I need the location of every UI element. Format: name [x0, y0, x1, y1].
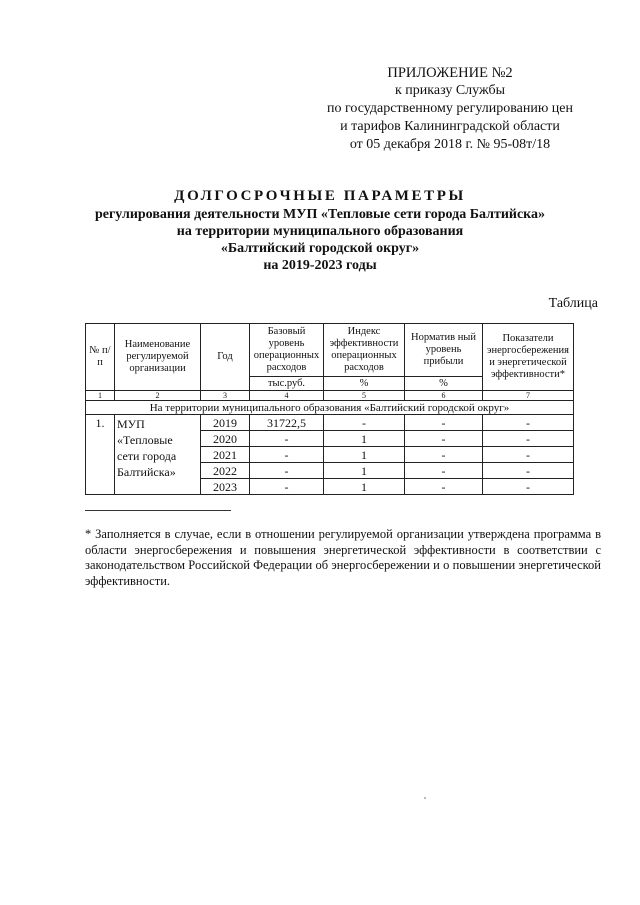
- cell-profit: -: [405, 431, 483, 447]
- cell-energy: -: [483, 431, 574, 447]
- row-number: 1.: [86, 415, 115, 495]
- cell-profit: -: [405, 447, 483, 463]
- column-number: 3: [201, 391, 250, 401]
- column-number: 5: [324, 391, 405, 401]
- footnote-divider: [85, 510, 231, 511]
- cell-base: -: [250, 447, 324, 463]
- cell-index: -: [324, 415, 405, 431]
- cell-year: 2022: [201, 463, 250, 479]
- cell-energy: -: [483, 463, 574, 479]
- unit-index: %: [324, 377, 405, 391]
- cell-energy: -: [483, 479, 574, 495]
- column-number: 2: [115, 391, 201, 401]
- cell-year: 2021: [201, 447, 250, 463]
- heading-title: ДОЛГОСРОЧНЫЕ ПАРАМЕТРЫ: [174, 188, 466, 204]
- appendix-line: от 05 декабря 2018 г. № 95-08т/18: [349, 137, 551, 152]
- appendix-line: к приказу Службы: [395, 83, 505, 98]
- cell-profit: -: [405, 463, 483, 479]
- column-number: 1: [86, 391, 115, 401]
- table-row: [86, 415, 574, 431]
- cell-year: 2019: [201, 415, 250, 431]
- column-number: 6: [405, 391, 483, 401]
- column-number: 7: [483, 391, 574, 401]
- header-num: № п/п: [86, 324, 115, 391]
- heading-line: на 2019-2023 годы: [263, 258, 377, 273]
- cell-base: 31722,5: [250, 415, 324, 431]
- unit-profit: %: [405, 377, 483, 391]
- cell-base: -: [250, 463, 324, 479]
- cell-year: 2020: [201, 431, 250, 447]
- cell-energy: -: [483, 447, 574, 463]
- scan-speck: [424, 797, 426, 799]
- appendix-line: по государственному регулированию цен: [327, 101, 573, 116]
- organization-name: МУП «Тепловые сети города Балтийска»: [115, 415, 201, 495]
- cell-energy: -: [483, 415, 574, 431]
- appendix-block: [300, 64, 600, 154]
- cell-index: 1: [324, 463, 405, 479]
- cell-base: -: [250, 431, 324, 447]
- header-base: Базовый уровень операционных расходов: [250, 324, 324, 377]
- header-row: [86, 324, 574, 377]
- cell-year: 2023: [201, 479, 250, 495]
- heading-line: регулирования деятельности МУП «Тепловые сети города Балтийска»: [94, 207, 546, 222]
- appendix-title: ПРИЛОЖЕНИЕ №2: [387, 65, 513, 81]
- header-profit: Норматив ный уровень прибыли: [405, 324, 483, 377]
- document-heading: [40, 188, 600, 274]
- territory-row: [86, 401, 574, 415]
- heading-line: на территории муниципального образования: [176, 224, 464, 239]
- territory-label: На территории муниципального образования «Балтийский городской округ»: [86, 401, 574, 415]
- cell-index: 1: [324, 447, 405, 463]
- header-org: Наименование регулируемой организации: [115, 324, 201, 391]
- footnote-text: * Заполняется в случае, если в отношении регулируемой организации утверждена программа в области энергосбережения и повышения энергетической эффективности в соответствии с законодательством Российской Федерации об энергосбережении и о повышении энергетической эффективности.: [85, 527, 601, 588]
- header-year: Год: [201, 324, 250, 391]
- column-number: 4: [250, 391, 324, 401]
- heading-line: «Балтийский городской округ»: [220, 241, 420, 256]
- cell-profit: -: [405, 479, 483, 495]
- header-index: Индекс эффективности операционных расходов: [324, 324, 405, 377]
- parameters-table: [85, 323, 574, 495]
- cell-profit: -: [405, 415, 483, 431]
- cell-index: 1: [324, 479, 405, 495]
- table-caption: Таблица: [548, 296, 598, 311]
- unit-base: тыс.руб.: [250, 377, 324, 391]
- cell-base: -: [250, 479, 324, 495]
- appendix-line: и тарифов Калининградской области: [340, 119, 560, 134]
- column-numbers-row: [86, 391, 574, 401]
- header-energy: Показатели энергосбережения и энергетической эффективности*: [483, 324, 574, 391]
- cell-index: 1: [324, 431, 405, 447]
